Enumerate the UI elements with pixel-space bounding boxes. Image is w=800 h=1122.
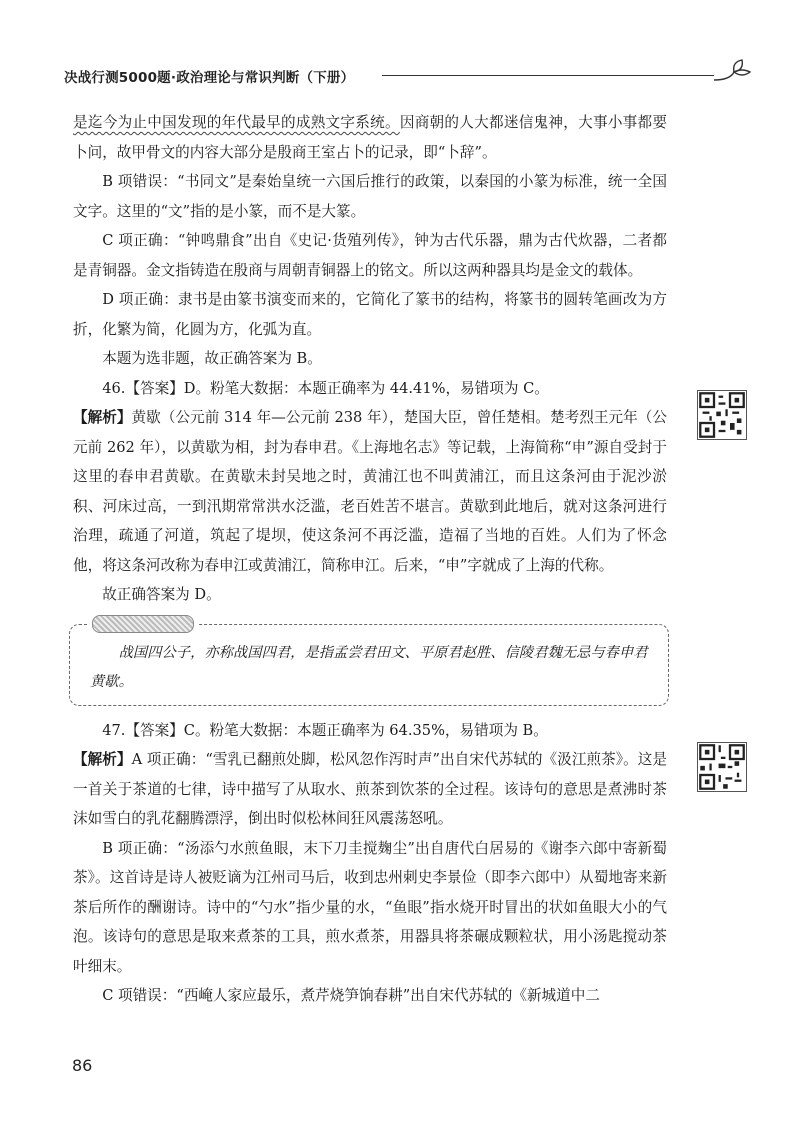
q47-option-b: B 项正确：“汤添勺水煎鱼眼，末下刀圭搅麹尘”出自唐代白居易的《谢李六郎中寄新蜀茶》。这首诗是诗人被贬谪为江州司马后，收到忠州刺史李景俭（即李六郎中）从蜀地寄来新茶后所作的酬谢诗。诗中的“勺水”指少量的水，“鱼眼”指水烧开时冒出的状如鱼眼大小的气泡。该诗句的意思是取来煮茶的工具，煎水煮茶，用器具将茶碾成颗粒状，用小汤匙搅动茶叶细末。 <box>73 839 667 975</box>
qr-code-icon[interactable] <box>697 742 747 792</box>
analysis-text: 黄歇（公元前 314 年—公元前 238 年），楚国大臣，曾任楚相。楚考烈王元年（公元前 262 年），以黄歇为相，封为春申君。《上海地名志》等记载，上海简称“申”源自受封于这里的春申君黄歇。在黄歇未封吴地之时，黄浦江也不叫黄浦江，而且这条河由于泥沙淤积、河床过高，一到汛期常常洪水泛滥，老百姓苦不堪言。黄歇到此地后，就对这条河进行治理，疏通了河道，筑起了堤坝，使这条河不再泛滥，造福了当地的百姓。人们为了怀念他，将这条河改称为春申江或黄浦江，简称申江。后来，“申”字就成了上海的代称。 <box>73 409 667 574</box>
page-number: 86 <box>72 1056 93 1075</box>
paragraph-option-c: C 项正确：“钟鸣鼎食”出自《史记·货殖列传》，钟为古代乐器，鼎为古代炊器，二者都是青铜器。金文指铸造在殷商与周朝青铜器上的铭文。所以这两种器具均是金文的载体。 <box>73 232 667 279</box>
analysis-tag: 【解析】 <box>73 409 132 426</box>
analysis-text: A 项正确：“雪乳已翻煎处脚，松风忽作泻时声”出自宋代苏轼的《汲江煎茶》。这是一首关于茶道的七律，诗中描写了从取水、煎茶到饮茶的全过程。该诗句的意思是煮沸时茶沫如雪白的乳花翻腾漂浮，倒出时似松林间狂风震荡怒吼。 <box>73 751 667 827</box>
qr-code-icon[interactable] <box>697 390 747 440</box>
paragraph-text: 因商朝的人大都迷信鬼神，大事小事都要卜问，故甲骨文的内容大部分是殷商王室占卜的记录，即“卜辞”。 <box>73 114 667 161</box>
sprout-icon <box>712 58 754 88</box>
paragraph-a-continued <box>73 108 667 167</box>
analysis-tag: 【解析】 <box>73 751 132 768</box>
header-rule <box>382 75 714 76</box>
paragraph-option-b: B 项错误：“书同文”是秦始皇统一六国后推行的政策，以秦国的小篆为标准，统一全国文字。这里的“文”指的是小篆，而不是大篆。 <box>73 173 667 220</box>
note-text: 战国四公子，亦称战国四君，是指孟尝君田文、平原君赵胜、信陵君魏无忌与春申君黄歇。 <box>90 644 648 690</box>
note-label-decoration <box>88 613 198 635</box>
q46-conclusion: 故正确答案为 D。 <box>102 586 221 603</box>
note-pill-icon <box>92 615 194 633</box>
knowledge-note-box <box>69 624 669 706</box>
q47-analysis <box>73 745 667 834</box>
paragraph-option-d: D 项正确：隶书是由篆书演变而来的，它简化了篆书的结构，将篆书的圆转笔画改为方折，化繁为简，化圆为方，化弧为直。 <box>73 291 667 338</box>
running-header <box>64 58 754 98</box>
main-text <box>73 108 667 1011</box>
wavy-underlined-text: 是迄今为止中国发现的年代最早的成熟文字系统。 <box>73 114 400 131</box>
book-title: 决战行测5000题·政治理论与常识判断（下册） <box>64 70 355 86</box>
q46-analysis <box>73 403 667 580</box>
q46-answer: 46.【答案】D。粉笔大数据：本题正确率为 44.41%，易错项为 C。 <box>102 379 549 397</box>
paragraph-conclusion-45: 本题为选非题，故正确答案为 B。 <box>102 350 322 367</box>
q47-answer: 47.【答案】C。粉笔大数据：本题正确率为 64.35%，易错项为 B。 <box>102 721 548 739</box>
q47-option-c: C 项错误：“西崦人家应最乐，煮芹烧笋饷春耕”出自宋代苏轼的《新城道中二 <box>102 987 600 1004</box>
